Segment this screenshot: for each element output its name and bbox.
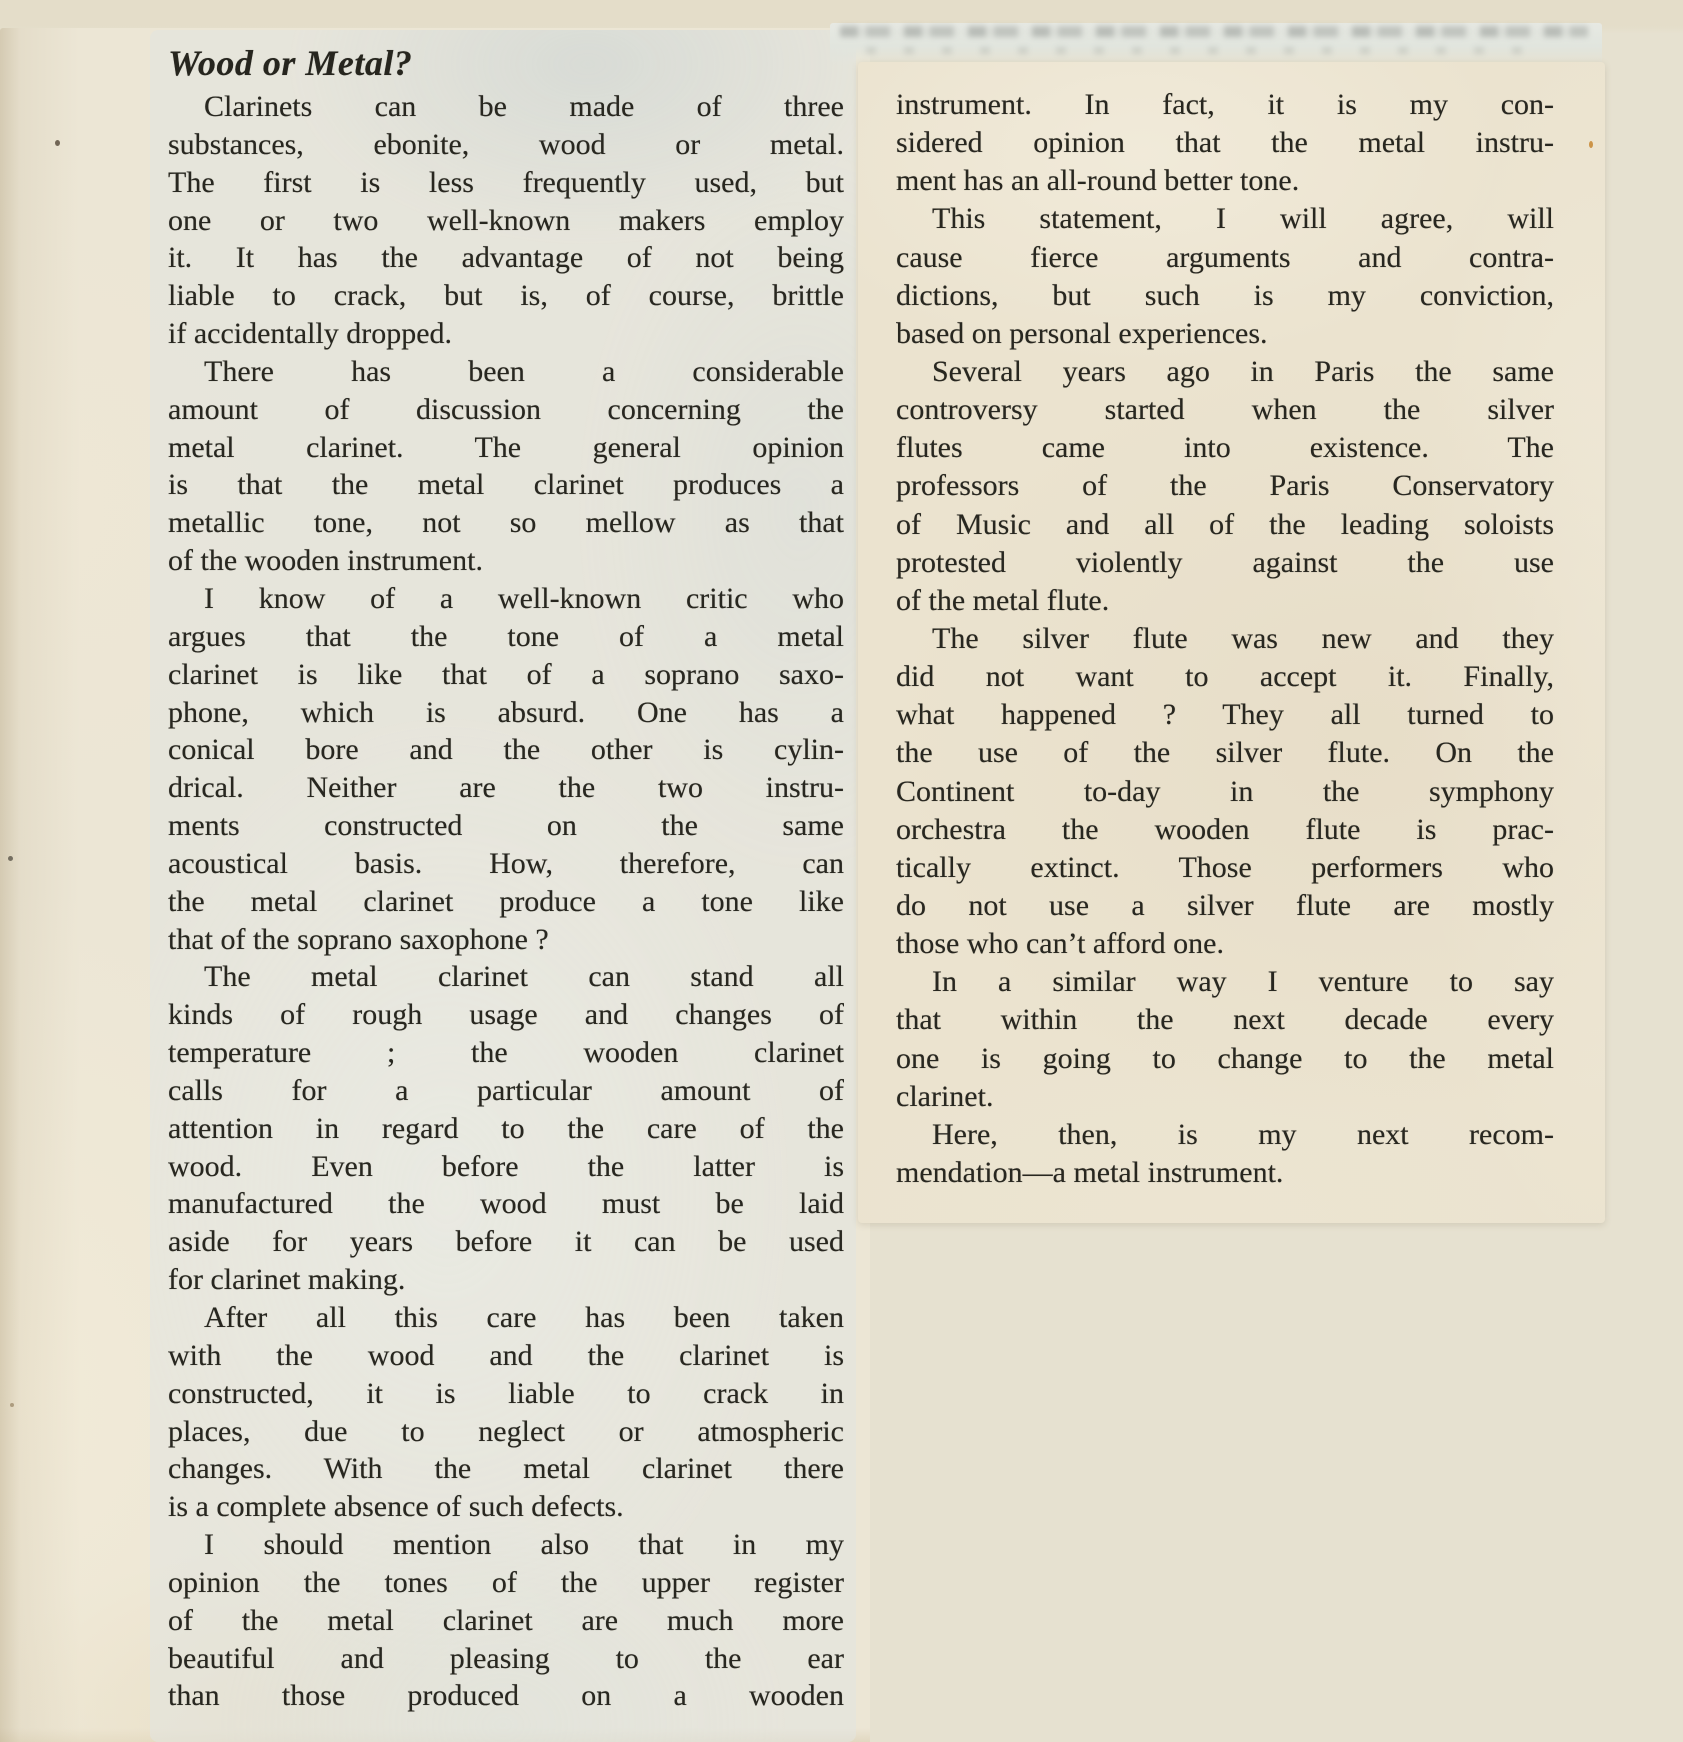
text-line: After all this care has been taken: [204, 1301, 844, 1334]
text-line: orchestra the wooden flute is prac-: [896, 812, 1554, 846]
cutoff-text-marks: [840, 26, 1588, 37]
cutoff-text-marks: [866, 47, 1542, 54]
text-line: that of the soprano saxophone ?: [168, 922, 549, 956]
text-line: substances, ebonite, wood or metal.: [168, 127, 844, 161]
text-line: metallic tone, not so mellow as that: [168, 506, 844, 540]
text-line: There has been a considerable: [204, 354, 844, 388]
text-line: drical. Neither are the two instru-: [168, 771, 844, 805]
text-line: that within the next decade every: [896, 1003, 1554, 1037]
text-line: cause fierce arguments and contra-: [896, 240, 1554, 274]
text-line: what happened ? They all turned to: [896, 698, 1554, 732]
text-line: acoustical basis. How, therefore, can: [168, 846, 844, 880]
text-line: I know of a well-known critic who: [204, 581, 844, 615]
paper-speck: [8, 856, 13, 861]
text-line: instrument. In fact, it is my con-: [896, 88, 1554, 121]
paper-speck: [1589, 141, 1593, 148]
text-line: did not want to accept it. Finally,: [896, 660, 1554, 694]
text-line: sidered opinion that the metal instru-: [896, 126, 1554, 160]
text-line: of Music and all of the leading soloists: [896, 507, 1554, 541]
text-line: Continent to-day in the symphony: [896, 774, 1554, 808]
text-line: attention in regard to the care of the: [168, 1111, 844, 1145]
text-line: places, due to neglect or atmospheric: [168, 1414, 844, 1448]
text-line: wood. Even before the latter is: [168, 1149, 844, 1183]
text-line: changes. With the metal clarinet there: [168, 1452, 844, 1486]
text-line: constructed, it is liable to crack in: [168, 1376, 844, 1410]
text-line: controversy started when the silver: [896, 393, 1554, 427]
text-line: if accidentally dropped.: [168, 317, 453, 351]
text-line: calls for a particular amount of: [168, 1073, 844, 1107]
text-line: beautiful and pleasing to the ear: [168, 1641, 844, 1675]
text-line: amount of discussion concerning the: [168, 392, 844, 426]
text-line: This statement, I will agree, will: [932, 202, 1554, 236]
text-line: one is going to change to the metal: [896, 1041, 1554, 1075]
text-line: than those produced on a wooden: [168, 1679, 844, 1713]
article-column-left: [168, 88, 844, 1715]
text-line: temperature ; the wooden clarinet: [168, 1036, 844, 1070]
text-line: argues that the tone of a metal: [168, 619, 844, 653]
text-line: clarinet is like that of a soprano saxo-: [168, 657, 844, 691]
text-line: manufactured the wood must be laid: [168, 1187, 844, 1221]
text-line: is that the metal clarinet produces a: [168, 468, 844, 502]
text-line: of the metal flute.: [896, 583, 1110, 617]
text-line: liable to crack, but is, of course, brittle: [168, 279, 844, 313]
text-line: the metal clarinet produce a tone like: [168, 884, 844, 918]
paper-speck: [10, 1403, 14, 1407]
text-line: ments constructed on the same: [168, 809, 844, 843]
text-line: based on personal experiences.: [896, 316, 1268, 350]
text-line: do not use a silver flute are mostly: [896, 888, 1554, 922]
text-line: it. It has the advantage of not being: [168, 241, 844, 275]
text-line: conical bore and the other is cylin-: [168, 733, 844, 767]
text-line: metal clarinet. The general opinion: [168, 430, 844, 464]
text-line: is a complete absence of such defects.: [168, 1490, 624, 1524]
text-line: professors of the Paris Conservatory: [896, 469, 1554, 503]
text-line: ment has an all-round better tone.: [896, 164, 1300, 198]
text-line: opinion the tones of the upper register: [168, 1565, 844, 1599]
paper-speck: [55, 140, 60, 146]
article-column-right: [896, 86, 1554, 1192]
article-heading: Wood or Metal?: [168, 43, 413, 83]
text-line: dictions, but such is my conviction,: [896, 278, 1554, 312]
text-line: with the wood and the clarinet is: [168, 1338, 844, 1372]
text-line: one or two well-known makers employ: [168, 203, 844, 237]
text-line: The metal clarinet can stand all: [204, 960, 844, 994]
text-line: I should mention also that in my: [204, 1528, 844, 1562]
text-line: the use of the silver flute. On the: [896, 736, 1554, 770]
text-line: flutes came into existence. The: [896, 431, 1554, 465]
text-line: those who can’t afford one.: [896, 927, 1224, 961]
text-line: Here, then, is my next recom-: [932, 1117, 1554, 1151]
text-line: of the wooden instrument.: [168, 544, 483, 578]
text-line: mendation—a metal instrument.: [896, 1155, 1284, 1189]
text-line: phone, which is absurd. One has a: [168, 695, 844, 729]
text-line: kinds of rough usage and changes of: [168, 998, 844, 1032]
text-line: Clarinets can be made of three: [204, 90, 844, 123]
text-line: of the metal clarinet are much more: [168, 1603, 844, 1637]
text-line: The first is less frequently used, but: [168, 165, 844, 199]
text-line: Several years ago in Paris the same: [932, 354, 1554, 388]
text-line: aside for years before it can be used: [168, 1225, 844, 1259]
text-line: The silver flute was new and they: [932, 621, 1554, 655]
text-line: protested violently against the use: [896, 545, 1554, 579]
cutoff-text-remnant: [830, 23, 1602, 65]
text-line: clarinet.: [896, 1079, 994, 1113]
text-line: In a similar way I venture to say: [932, 965, 1554, 999]
text-line: for clarinet making.: [168, 1263, 406, 1297]
text-line: tically extinct. Those performers who: [896, 850, 1554, 884]
